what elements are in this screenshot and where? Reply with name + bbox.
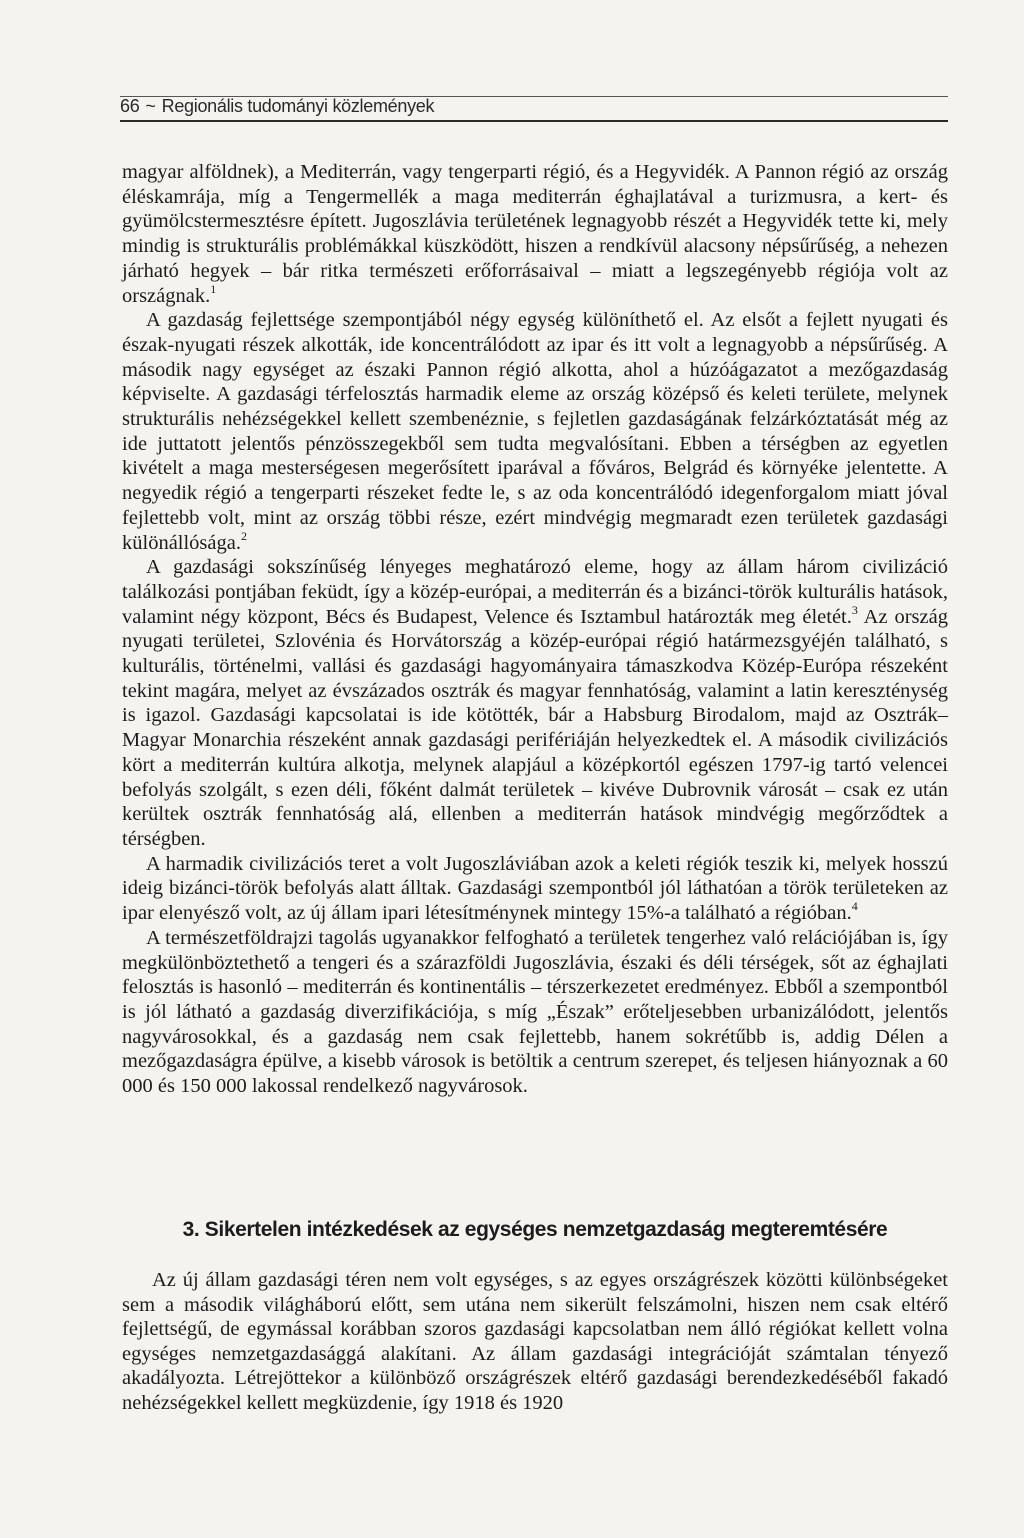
footnote-ref-1[interactable]: 1 — [210, 281, 217, 296]
section-heading: 3. Sikertelen intézkedések az egységes nemzetgazdaság megteremtésére — [182, 1218, 888, 1241]
paragraph-text: A harmadik civilizációs teret a volt Jugoszláviában azok a keleti régiók teszik ki, melyek hosszú ideig bizánci-török befolyás alatt álltak. Gazdasági szempontból jól láthatóan a török területeken az ipar elenyésző volt, az új állam ipari létesítménynek mintegy 15%-a található a régióban. — [122, 852, 948, 925]
section-body-text — [122, 1268, 948, 1416]
paragraph-5 — [122, 926, 948, 1099]
paragraph-4 — [122, 852, 948, 926]
paragraph-1 — [122, 160, 948, 308]
paragraph-text: Az ország nyugati területei, Szlovénia és Horvátország a közép-európai régió határmezsgyéjén található, s kulturális, történelmi, vallási és gazdasági hagyományaira támaszkodva Közép-Európa részeként tekint magára, melyet az évszázados osztrák és magyar fennhatóság, valamint a latin kereszténység is igazol. Gazdasági kapcsolatai is ide kötötték, bár a Habsburg Birodalom, majd az Osztrák–Magyar Monarchia részeként annak gazdasági perifériáján helyezkedtek el. A második civilizációs kört a mediterrán kultúra alkotja, melynek alapjául a középkortól egészen 1797-ig tartó velencei befolyás szolgált, s ezen déli, főként dalmát területek – kivéve Dubrovnik városát – csak ez után kerültek osztrák fennhatóság alá, ellenben a mediterrán hatások mindvégig megőrződtek a térségben. — [122, 605, 948, 850]
body-text — [122, 160, 948, 1099]
footnote-ref-3[interactable]: 3 — [851, 602, 858, 617]
paragraph-3 — [122, 555, 948, 851]
running-header — [120, 96, 948, 122]
paragraph-2 — [122, 308, 948, 555]
paragraph-text: magyar alföldnek), a Mediterrán, vagy tengerparti régió, és a Hegyvidék. A Pannon régió az ország éléskamrája, míg a Tengermellék a maga mediterrán éghajlatával a turizmusra, a kert- és gyümölcstermesztésre épített. Jugoszlávia területének legnagyobb részét a Hegyvidék tette ki, mely mindig is strukturális problémákkal küszködött, hiszen a rendkívül alacsony népsűrűség, a nehezen járható hegyek – bár ritka természeti erőforrásaival – miatt a legszegényebb régiója volt az országnak. — [122, 161, 948, 307]
header-separator: ~ — [145, 96, 156, 116]
footnote-ref-4[interactable]: 4 — [851, 899, 858, 914]
paragraph-text: A természetföldrajzi tagolás ugyanakkor felfogható a területek tengerhez való relációjában is, így megkülönböztethető a tengeri és a szárazföldi Jugoszlávia, északi és déli térségek, sőt az éghajlati felosztás is hasonló – mediterrán és kontinentális – térszerkezetet eredményez. Ebből a szempontból is jól látható a gazdaság diverzifikációja, s míg „Észak” erőteljesebben urbanizálódott, jelentős nagyvárosokkal, és a gazdaság nem csak fejlettebb, hanem sokrétűbb is, addig Délen a mezőgazdaságra épülve, a kisebb városok is betöltik a centrum szerepet, és teljesen hiányoznak a 60 000 és 150 000 lakossal rendelkező nagyvárosok. — [122, 926, 948, 1098]
paragraph-text: A gazdasági sokszínűség lényeges meghatározó eleme, hogy az állam három civilizáció találkozási pontjában feküdt, így a közép-európai, a mediterrán és a bizánci-török kulturális hatások, valamint négy központ, Bécs és Budapest, Velence és Isztambul határozták meg életét. — [122, 556, 948, 628]
footnote-ref-2[interactable]: 2 — [241, 528, 247, 543]
page-number: 66 — [120, 96, 140, 116]
section-paragraph: Az új állam gazdasági téren nem volt egységes, s az egyes országrészek közötti különbségeket sem a második világháború előtt, sem utána nem sikerült felszámolni, hiszen nem csak eltérő fejlettségű, de egymással korábban szoros gazdasági kapcsolatban nem álló régiókat kellett volna egységes nemzetgazdasággá alakítani. Az állam gazdasági integrációját számtalan tényező akadályozta. Létrejöttekor a különböző országrészek eltérő gazdasági berendezkedéséből fakadó nehézségekkel kellett megküzdenie, így 1918 és 1920 — [122, 1269, 948, 1414]
paragraph-text: A gazdaság fejlettsége szempontjából négy egység különíthető el. Az elsőt a fejlett nyugati és észak-nyugati részek alkották, ide koncentrálódott az ipar és itt volt a legnagyobb a népsűrűség. A második nagy egységet az északi Pannon régió alkotta, ahol a húzóágazatot a mezőgazdaság képviselte. A gazdasági térfelosztás harmadik eleme az ország középső és keleti területe, melynek strukturális nehézségekkel kellett szembenéznie, s fejletlen gazdaságának felzárkóztatását még az ide juttatott jelentős pénzösszegekből sem tudta megvalósítani. Ebben a térségben az egyetlen kivételt a maga mesterségesen megerősített iparával a főváros, Belgrád és környéke jelentette. A negyedik régió a tengerparti részeket fedte le, s az oda koncentrálódó idegenforgalom miatt jóval fejlettebb volt, mint az ország többi része, ezért mindvégig megmaradt ezen területek gazdasági különállósága. — [122, 309, 948, 554]
journal-title: Regionális tudományi közlemények — [161, 96, 435, 116]
